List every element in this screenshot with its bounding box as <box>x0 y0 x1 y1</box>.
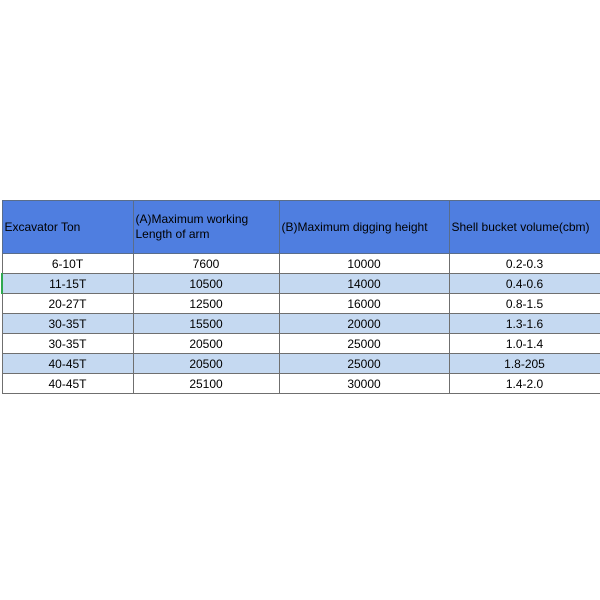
cell-digging-height: 16000 <box>279 294 449 314</box>
cell-arm-length: 10500 <box>133 274 279 294</box>
cell-ton: 40-45T <box>2 374 133 394</box>
cell-digging-height: 10000 <box>279 254 449 274</box>
cell-digging-height: 30000 <box>279 374 449 394</box>
cell-ton: 30-35T <box>2 314 133 334</box>
cell-bucket-volume: 0.4-0.6 <box>449 274 600 294</box>
header-bucket-volume: Shell bucket volume(cbm) <box>449 201 600 254</box>
cell-arm-length: 15500 <box>133 314 279 334</box>
cell-ton: 6-10T <box>2 254 133 274</box>
cell-bucket-volume: 1.0-1.4 <box>449 334 600 354</box>
table-row <box>2 274 600 294</box>
cell-ton: 20-27T <box>2 294 133 314</box>
cell-digging-height: 20000 <box>279 314 449 334</box>
table-row <box>2 294 600 314</box>
cell-digging-height: 25000 <box>279 354 449 374</box>
excavator-spec-table <box>1 200 600 394</box>
table-row <box>2 314 600 334</box>
cell-digging-height: 14000 <box>279 274 449 294</box>
cell-bucket-volume: 1.4-2.0 <box>449 374 600 394</box>
cell-ton: 40-45T <box>2 354 133 374</box>
cell-bucket-volume: 0.8-1.5 <box>449 294 600 314</box>
cell-bucket-volume: 1.8-205 <box>449 354 600 374</box>
cell-arm-length: 12500 <box>133 294 279 314</box>
header-row <box>2 201 600 254</box>
header-excavator-ton: Excavator Ton <box>2 201 133 254</box>
table-row <box>2 334 600 354</box>
table-row <box>2 254 600 274</box>
cell-arm-length: 20500 <box>133 354 279 374</box>
cell-ton: 30-35T <box>2 334 133 354</box>
table-row <box>2 374 600 394</box>
cell-digging-height: 25000 <box>279 334 449 354</box>
header-max-working-length <box>133 201 279 254</box>
cell-arm-length: 20500 <box>133 334 279 354</box>
header-max-working-length-text: (A)Maximum working Length of arm <box>135 212 249 241</box>
cell-bucket-volume: 1.3-1.6 <box>449 314 600 334</box>
cell-arm-length: 7600 <box>133 254 279 274</box>
cell-bucket-volume: 0.2-0.3 <box>449 254 600 274</box>
table-row <box>2 354 600 374</box>
cell-ton: 11-15T <box>2 274 133 294</box>
header-max-digging-height: (B)Maximum digging height <box>279 201 449 254</box>
cell-arm-length: 25100 <box>133 374 279 394</box>
